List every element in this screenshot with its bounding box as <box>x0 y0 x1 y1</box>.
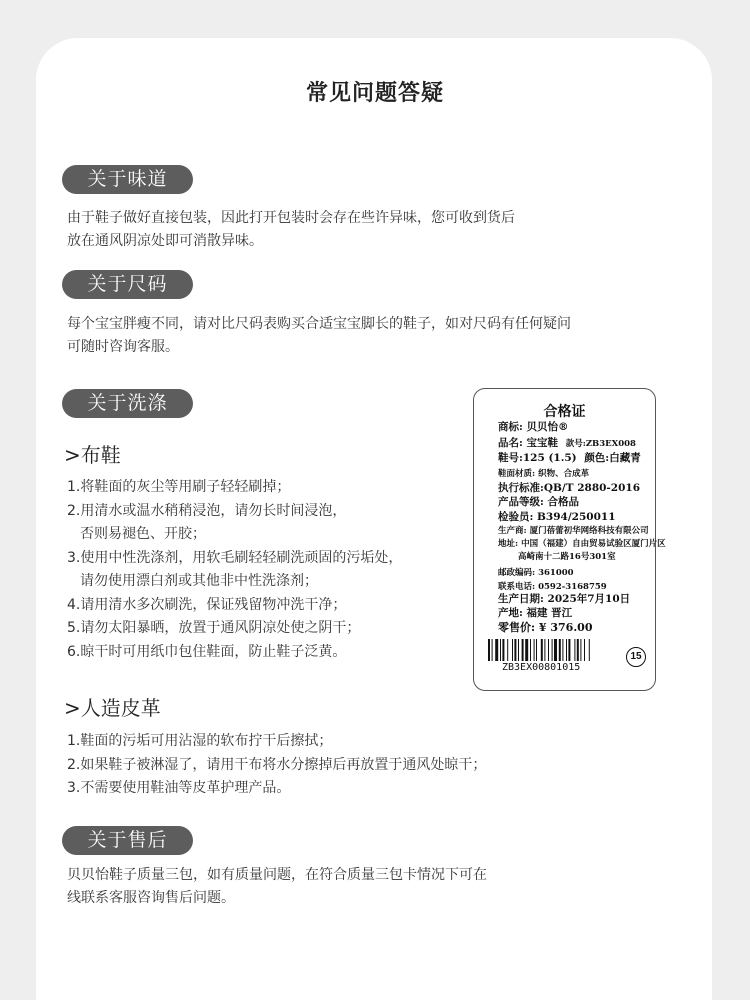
list-item: 1.将鞋面的灰尘等用刷子轻轻刷掉； <box>67 479 291 495</box>
tag-price: 零售价: ¥ 376.00 <box>498 621 593 634</box>
leather-subheading: >人造皮革 <box>64 696 161 720</box>
certificate-tag <box>473 388 666 691</box>
section-heading-wash: 关于洗涤 <box>62 389 193 418</box>
barcode-number: ZB3EX00801015 <box>502 662 581 673</box>
barcode-image <box>488 639 623 661</box>
list-item: 2.如果鞋子被淋湿了，请用干布将水分擦掉后再放置于通风处晾干； <box>67 756 487 773</box>
tag-inspector: 检验员: B394/250011 <box>498 511 616 523</box>
barcode-bar <box>492 639 493 661</box>
tag-brand: 商标: 贝贝怡® <box>498 421 569 433</box>
list-item: 3.使用中性洗涤剂，用软毛刷轻轻刷洗顽固的污垢处， <box>67 549 403 566</box>
barcode-bar <box>522 639 524 661</box>
barcode-bar <box>541 639 543 661</box>
barcode-bar <box>580 639 581 661</box>
barcode-bar <box>548 639 549 661</box>
section-heading-smell: 关于味道 <box>62 165 193 194</box>
barcode-bar <box>514 639 516 661</box>
barcode-bar <box>488 639 490 661</box>
barcode-bar <box>566 639 567 661</box>
size-mark: 15 <box>626 647 646 667</box>
list-item: 3.不需要使用鞋油等皮革护理产品。 <box>67 780 291 796</box>
barcode-bar <box>562 639 563 661</box>
list-item: 5.请勿太阳暴晒，放置于通风阴凉处使之阴干； <box>67 620 361 636</box>
aftersale-line: 线联系客服咨询售后问题。 <box>67 890 235 906</box>
tag-phone: 联系电话: 0592-3168759 <box>498 582 607 592</box>
tag-address: 地址: 中国（福建）自由贸易试验区厦门片区 <box>498 539 666 549</box>
barcode-bar <box>500 639 501 661</box>
smell-line: 由于鞋子做好直接包装，因此打开包装时会存在些许异味，您可收到货后 <box>67 210 515 226</box>
barcode-bar <box>518 639 519 661</box>
list-item: 1.鞋面的污垢可用沾湿的软布拧干后擦拭； <box>67 733 333 749</box>
tag-style: 款号:ZB3EX008 <box>565 439 636 449</box>
tag-origin: 产地: 福建 晋江 <box>498 607 573 619</box>
list-item: 2.用清水或温水稍稍浸泡，请勿长时间浸泡， <box>67 502 347 519</box>
tag-maker: 生产商: 厦门蓓蕾初华网络科技有限公司 <box>498 526 649 536</box>
barcode-bar <box>512 639 513 661</box>
aftersale-line: 贝贝怡鞋子质量三包，如有质量问题，在符合质量三包卡情况下可在 <box>67 867 487 883</box>
list-item: 否则易褪色、开胶； <box>80 526 206 542</box>
tag-size: 鞋号:125 (1.5) <box>498 452 577 464</box>
barcode-bar <box>589 639 590 661</box>
tag-grade: 产品等级: 合格品 <box>498 496 580 508</box>
size-line: 可随时咨询客服。 <box>67 339 179 355</box>
tag-size-row <box>498 451 641 465</box>
barcode-bar <box>534 639 535 661</box>
barcode-bar <box>530 639 531 661</box>
list-item: 4.请用清水多次刷洗，保证残留物冲洗干净； <box>67 596 347 613</box>
barcode-bar <box>568 639 570 661</box>
aftersale-text <box>67 864 487 910</box>
barcode-bar <box>536 639 537 661</box>
barcode-bar <box>559 639 561 661</box>
tag-standard: 执行标准:QB/T 2880-2016 <box>498 482 641 494</box>
page-title: 常见问题答疑 <box>305 81 444 106</box>
barcode-bar <box>584 639 585 661</box>
smell-text <box>67 207 515 253</box>
tag-date: 生产日期: 2025年7月10日 <box>498 593 631 605</box>
barcode-bar <box>495 639 498 661</box>
section-heading-size: 关于尺码 <box>62 270 193 299</box>
size-text <box>67 313 571 359</box>
smell-line: 放在通风阴凉处即可消散异味。 <box>67 233 263 249</box>
tag-address-2: 高崎南十二路16号301室 <box>518 552 616 562</box>
tag-name: 品名: 宝宝鞋 <box>498 437 559 449</box>
tag-material: 鞋面材质: 织物、合成革 <box>498 469 590 479</box>
size-line: 每个宝宝胖瘦不同，请对比尺码表购买合适宝宝脚长的鞋子，如对尺码有任何疑问 <box>67 316 571 332</box>
tag-postcode: 邮政编码: 361000 <box>498 568 574 578</box>
barcode-bar <box>574 639 575 661</box>
tag-color: 颜色:白藏青 <box>584 452 641 464</box>
list-item: 请勿使用漂白剂或其他非中性洗涤剂； <box>80 573 318 589</box>
tag-name-row <box>498 436 636 451</box>
cloth-shoe-subheading: >布鞋 <box>64 443 121 467</box>
cloth-shoe-care-list <box>67 476 402 664</box>
barcode-bar <box>552 639 553 661</box>
barcode-bar <box>507 639 508 661</box>
section-heading-aftersale: 关于售后 <box>62 826 193 855</box>
leather-care-list <box>67 730 486 801</box>
barcode-bar <box>554 639 557 661</box>
tag-title: 合格证 <box>543 404 586 420</box>
barcode-bar <box>544 639 545 661</box>
list-item: 6.晾干时可用纸巾包住鞋面，防止鞋子泛黄。 <box>67 643 347 660</box>
barcode-bar <box>525 639 528 661</box>
barcode-bar <box>502 639 504 661</box>
barcode-bar <box>577 639 579 661</box>
